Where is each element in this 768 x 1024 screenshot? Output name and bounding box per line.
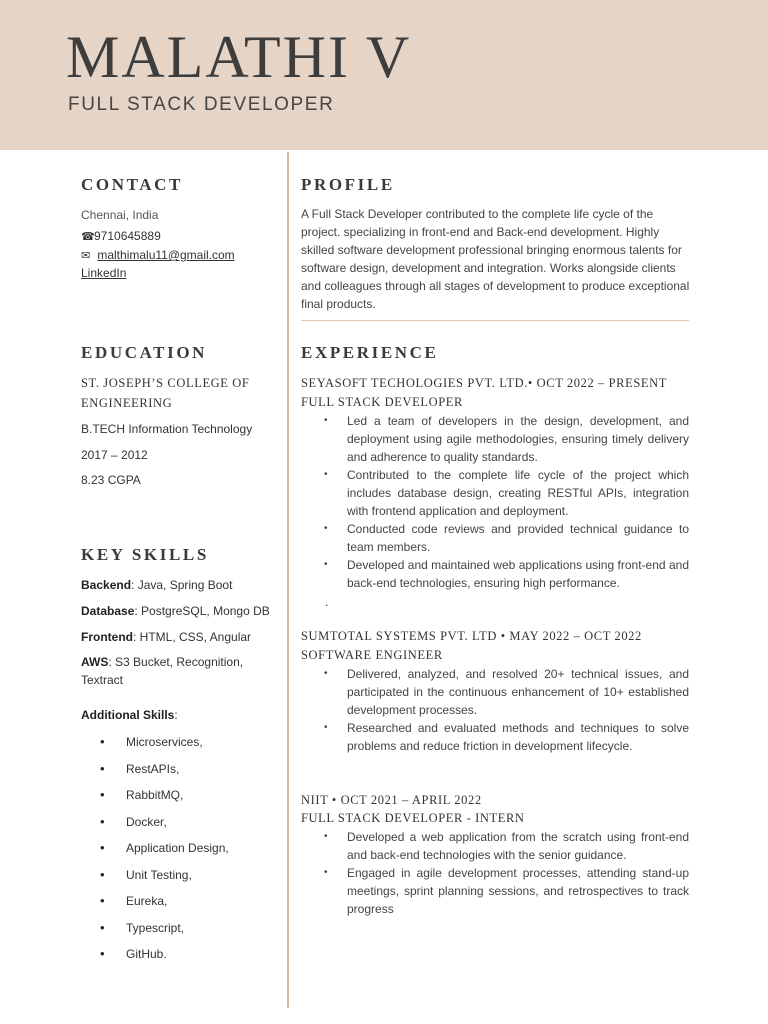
job-bullets (318, 828, 689, 918)
list-item: • RestAPIs, (100, 760, 229, 787)
job-role: FULL STACK DEVELOPER - INTERN (301, 811, 525, 825)
list-item: • Conducted code reviews and provided technical guidance to team members. (318, 520, 689, 556)
linkedin-link[interactable]: LinkedIn (81, 266, 127, 280)
list-item: • Microservices, (100, 733, 229, 760)
profile-text: A Full Stack Developer contributed to the complete life cycle of the project. specializing in front-end and Back-end development. Highly skilled software development professional bringing enormous talents for software design, development and integration. Works alongside clients and colleagues through all stages of development to produce exceptional final products. (301, 207, 690, 311)
degree: B.TECH Information Technology (81, 422, 253, 436)
list-item: • Developed and maintained web applications using front-end and back-end technologies, ensuring high performance. (318, 556, 689, 592)
list-item: • GitHub. (100, 945, 229, 972)
skill-aws-cont: Textract (81, 673, 124, 687)
candidate-name: MALATHI V (66, 24, 412, 90)
college-name-line1: ST. JOSEPH’S COLLEGE OF (81, 376, 250, 390)
list-item: • Researched and evaluated methods and techniques to solve problems and reduce friction in development lifecycle. (318, 719, 689, 755)
list-item: • RabbitMQ, (100, 786, 229, 813)
education-heading: EDUCATION (81, 343, 208, 362)
job-company-line: SUMTOTAL SYSTEMS PVT. LTD • MAY 2022 – OCT 2022 (301, 629, 642, 643)
phone-number: 9710645889 (94, 229, 161, 243)
stray-period: . (325, 595, 329, 609)
education-years: 2017 – 2012 (81, 448, 148, 462)
list-item: • Docker, (100, 813, 229, 840)
contact-heading: CONTACT (81, 175, 183, 194)
contact-location: Chennai, India (81, 208, 159, 222)
list-item: • Typescript, (100, 919, 229, 946)
skill-database: Database: PostgreSQL, Mongo DB (81, 604, 270, 618)
list-item: • Engaged in agile development processes, attending stand-up meetings, sprint planning sessions, and retrospectives to track progress (318, 864, 689, 918)
candidate-title: FULL STACK DEVELOPER (68, 94, 335, 115)
list-item: • Contributed to the complete life cycle of the project which includes database design, creating RESTful APIs, integration with frontend application and deployment. (318, 466, 689, 520)
email-link[interactable]: malthimalu11@gmail.com (97, 248, 235, 262)
list-item: • Eureka, (100, 892, 229, 919)
additional-skills-label: Additional Skills: (81, 708, 178, 722)
additional-skills-list (100, 733, 229, 972)
job-company-line: NIIT • OCT 2021 – APRIL 2022 (301, 793, 482, 807)
skill-frontend: Frontend: HTML, CSS, Angular (81, 630, 252, 644)
job-company-line: SEYASOFT TECHOLOGIES PVT. LTD.• OCT 2022 – PRESENT (301, 376, 668, 390)
contact-phone (81, 227, 161, 246)
list-item: • Unit Testing, (100, 866, 229, 893)
list-item: • Delivered, analyzed, and resolved 20+ technical issues, and participated in the continuous enhancement of 10+ established development processes. (318, 665, 689, 719)
skills-heading: KEY SKILLS (81, 545, 209, 564)
profile-heading: PROFILE (301, 175, 395, 194)
list-item: • Application Design, (100, 839, 229, 866)
profile-divider (301, 320, 689, 321)
list-item: • Developed a web application from the scratch using front-end and back-end technologies with the senior guidance. (318, 828, 689, 864)
job-role: SOFTWARE ENGINEER (301, 648, 443, 662)
contact-email[interactable] (81, 246, 235, 265)
job-bullets (318, 412, 689, 592)
experience-heading: EXPERIENCE (301, 343, 439, 362)
column-divider (287, 152, 289, 1008)
skill-aws: AWS: S3 Bucket, Recognition, (81, 655, 244, 669)
header-banner (0, 0, 768, 150)
skill-backend: Backend: Java, Spring Boot (81, 578, 233, 592)
college-name-line2: ENGINEERING (81, 396, 173, 410)
job-bullets (318, 665, 689, 755)
education-cgpa: 8.23 CGPA (81, 473, 141, 487)
phone-icon: ☎ (81, 231, 95, 243)
job-role: FULL STACK DEVELOPER (301, 395, 463, 409)
list-item: • Led a team of developers in the design, development, and deployment using agile methodologies, ensuring timely delivery and adherence to quality standards. (318, 412, 689, 466)
envelope-icon: ✉ (81, 250, 91, 262)
